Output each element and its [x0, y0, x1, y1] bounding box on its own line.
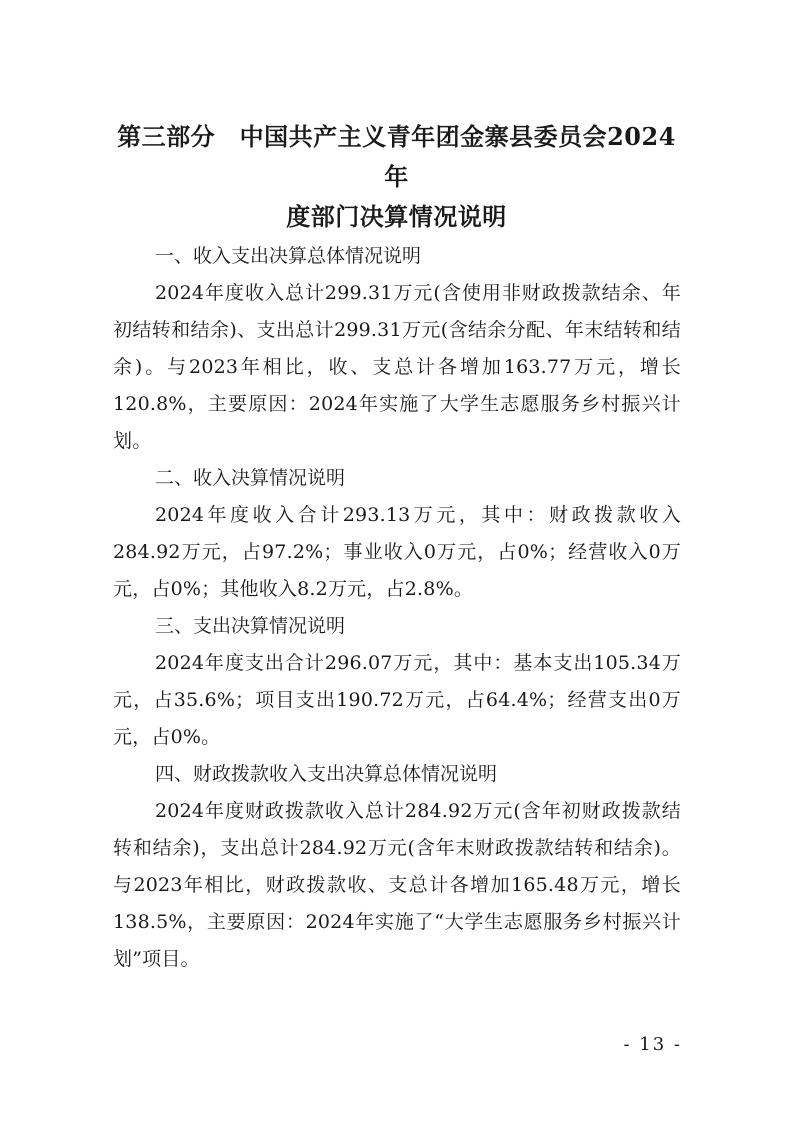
page-title — [110, 117, 683, 237]
section-paragraph: 2024年度支出合计296.07万元，其中：基本支出105.34万元，占35.6%；项目支出190.72万元，占64.4%；经营支出0万元，占0%。 — [113, 652, 681, 748]
section-heading: 一、收入支出决算总体情况说明 — [155, 245, 422, 267]
title-line-1: 第三部分 中国共产主义青年团金寨县委员会2024年 — [117, 122, 676, 191]
section-expense — [113, 608, 681, 756]
section-fiscal-appropriation — [113, 756, 681, 978]
title-line-2: 度部门决算情况说明 — [286, 202, 507, 231]
section-paragraph: 2024年度财政拨款收入总计284.92万元(含年初财政拨款结转和结余)，支出总计284.92万元(含年末财政拨款结转和结余)。与2023年相比，财政拨款收、支总计各增加165.48万元，增长138.5%，主要原因：2024年实施了“大学生志愿服务乡村振兴计划”项目。 — [113, 800, 681, 970]
section-income-expense-overview — [113, 238, 681, 460]
section-heading: 二、收入决算情况说明 — [155, 467, 346, 489]
page-number: - 13 - — [623, 1034, 682, 1055]
document-body — [113, 238, 681, 978]
section-heading: 四、财政拨款收入支出决算总体情况说明 — [155, 763, 498, 785]
section-income — [113, 460, 681, 608]
section-paragraph: 2024年度收入总计299.31万元(含使用非财政拨款结余、年初结转和结余)、支出总计299.31万元(含结余分配、年末结转和结余)。与2023年相比，收、支总计各增加163.77万元，增长120.8%，主要原因：2024年实施了大学生志愿服务乡村振兴计划。 — [113, 282, 681, 452]
section-paragraph: 2024年度收入合计293.13万元，其中：财政拨款收入284.92万元，占97.2%；事业收入0万元，占0%；经营收入0万元，占0%；其他收入8.2万元，占2.8%。 — [113, 504, 681, 600]
section-heading: 三、支出决算情况说明 — [155, 615, 346, 637]
